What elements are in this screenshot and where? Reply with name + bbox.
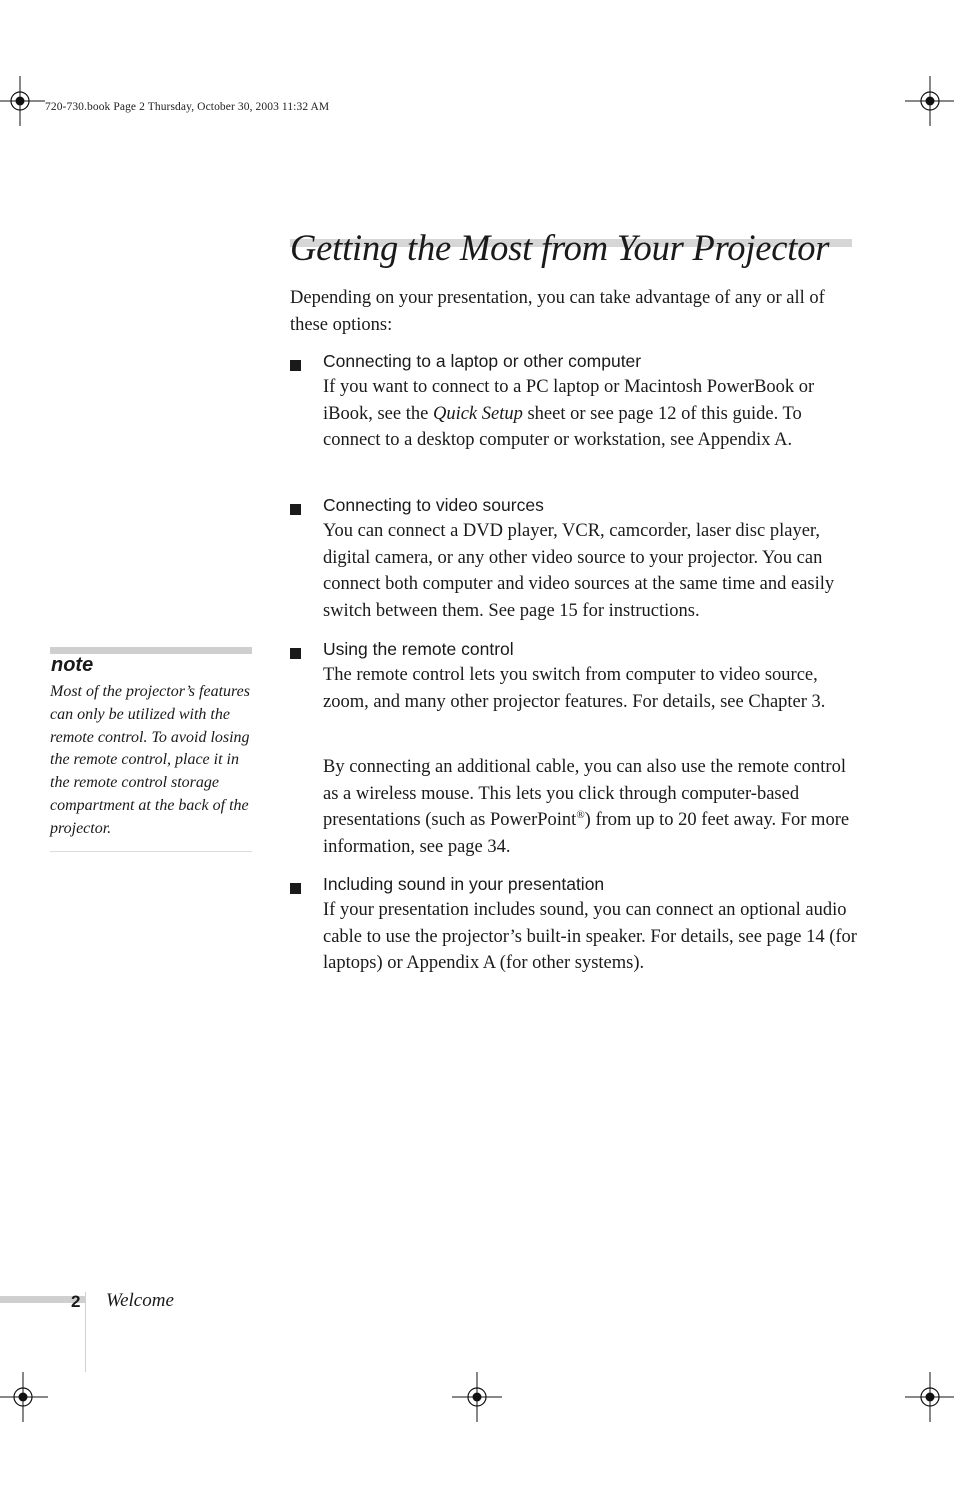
- registration-mark-bottom-right-icon: [905, 1372, 954, 1422]
- registration-mark-bottom-left-icon: [0, 1372, 48, 1422]
- option-heading: Connecting to a laptop or other computer: [323, 351, 642, 371]
- quick-setup-reference: Quick Setup: [432, 403, 523, 424]
- note-heading: note: [51, 654, 94, 676]
- option-heading: Including sound in your presentation: [323, 874, 605, 894]
- note-text: Most of the projector’s features can only be utilized with the remote control. To avoid losing the remote control, place it in the remote control storage compartment at the back of the projector.: [50, 683, 250, 837]
- option-body: If you want to connect to a PC laptop or Macintosh PowerBook or iBook, see the Quick Setup sheet or see page 12 of this guide. To connect to a desktop computer or workstation, see Appendix A.: [323, 377, 815, 450]
- footer-divider: [85, 1292, 86, 1372]
- section-name: Welcome: [106, 1290, 174, 1311]
- option-body: If your presentation includes sound, you can connect an optional audio cable to use the projector’s built-in speaker. For details, see page 14 (for laptops) or Appendix A (for other systems).: [323, 900, 857, 973]
- page-title: Getting the Most from Your Projector: [290, 227, 830, 268]
- option-body-second-paragraph: By connecting an additional cable, you can also use the remote control as a wireless mouse. This lets you click through computer-based presentations (such as PowerPoint®) from up to 20 feet away. For more information, see page 34.: [323, 757, 850, 857]
- page-number: 2: [71, 1292, 81, 1311]
- option-heading: Using the remote control: [323, 639, 514, 659]
- bullet-square-icon: [290, 648, 301, 659]
- bullet-square-icon: [290, 504, 301, 515]
- note-bottom-rule: [50, 851, 252, 852]
- bullet-square-icon: [290, 360, 301, 371]
- option-body: You can connect a DVD player, VCR, camcorder, laser disc player, digital camera, or any other video source to your projector. You can connect both computer and video sources at the same time and easily switch between them. See page 15 for instructions.: [323, 521, 835, 621]
- print-header-stamp: 720-730.book Page 2 Thursday, October 30, 2003 11:32 AM: [45, 101, 330, 113]
- note-top-bar: [50, 647, 252, 654]
- registration-mark-top-right-icon: [905, 76, 954, 126]
- registration-mark-top-left-icon: [0, 76, 45, 126]
- registered-mark: ®: [576, 808, 585, 821]
- intro-paragraph: Depending on your presentation, you can take advantage of any or all of these options:: [290, 288, 825, 335]
- registration-mark-bottom-center-icon: [452, 1372, 502, 1422]
- option-body: The remote control lets you switch from computer to video source, zoom, and many other projector features. For details, see Chapter 3.: [323, 665, 826, 712]
- bullet-square-icon: [290, 883, 301, 894]
- option-heading: Connecting to video sources: [323, 495, 544, 515]
